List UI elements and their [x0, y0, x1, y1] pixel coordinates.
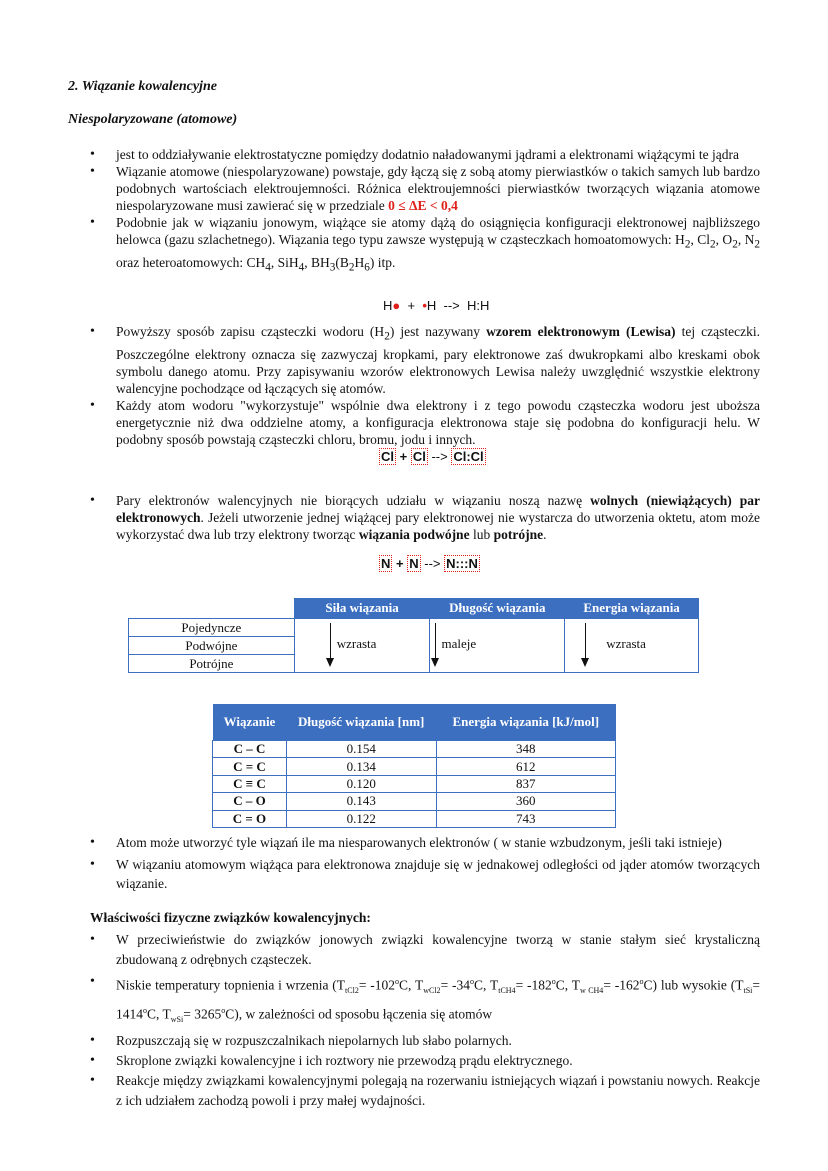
bullet-list-5 — [0, 930, 760, 1111]
subscript: 4 — [298, 261, 305, 274]
chlorine-formula: Cl + Cl --> Cl:Cl — [381, 449, 484, 464]
lone-pairs-term: wolnych (niewiążących) par elektronowych — [116, 493, 761, 525]
subscript: 2 — [732, 238, 738, 251]
table-cell — [565, 619, 699, 673]
list-item — [0, 214, 760, 276]
list-item — [0, 833, 760, 852]
bullet-text: ) jest nazywany — [389, 324, 487, 339]
trend-label: wzrasta — [336, 636, 377, 651]
nitrogen-formula: N + N --> N:::N — [381, 556, 478, 571]
bullet-text: Rozpuszczają się w rozpuszczalnikach niepolarnych lub słabo polarnych. — [116, 1033, 512, 1049]
table-header — [129, 598, 295, 619]
section-heading: 2. Wiązanie kowalencyjne — [68, 79, 217, 94]
list-item — [0, 1031, 760, 1051]
list-item — [0, 930, 760, 970]
table-row: C = C 0.134 612 — [213, 758, 616, 775]
bond-trends-table — [128, 598, 699, 673]
list-item — [0, 492, 760, 543]
list-item — [0, 146, 760, 163]
subscript: 4 — [265, 261, 271, 274]
bullet-text: Skroplone związki kowalencyjne i ich roztwory nie przewodzą prądu elektrycznego. — [116, 1053, 573, 1069]
table-row: C – C 0.154 348 — [213, 741, 616, 758]
table-row: C – O 0.143 360 — [213, 793, 616, 810]
hydrogen-formula: H● + •H --> H:H — [383, 298, 490, 313]
down-arrow-icon — [435, 623, 436, 665]
bullet-text: . — [543, 527, 547, 542]
bullet-text: Pary elektronów walencyjnych nie biorących udziału w wiązaniu noszą nazwę — [116, 493, 591, 508]
list-item: • Niskie temperatury topnienia i wrzenia ($T_{tCl2}= -102^oC$, $T_{wCl2}= -34^oC$, $T_{tCH4}= -182^oC$, $T_{w CH4}= -162^oC$) lub wysokie ($T_{tSi}= 1414^oC$, $T_{wSi}= 3265^oC$), w zależności od sposobu łączenia się atomów — [0, 972, 760, 1030]
subscript: 2 — [384, 330, 390, 343]
bullet-text: ) itp. — [369, 254, 396, 270]
table-cell: Potrójne — [129, 655, 295, 673]
bullet-list-3 — [0, 492, 760, 543]
bullet-text: W wiązaniu atomowym wiążąca para elektronowa znajduje się w jednakowej odległości od jąder atomów tworzących wiązanie. — [116, 857, 760, 891]
bullet-text: (B — [335, 254, 349, 270]
table-cell: Pojedyncze — [129, 619, 295, 637]
lewis-term: wzorem elektronowym (Lewisa) — [486, 324, 676, 339]
table-row: C = O 0.122 743 — [213, 810, 616, 827]
bullet-text: . Jeżeli utworzenie jednej wiążącej pary elektronowej nie wystarcza do utworzenia oktetu, atom może wykorzystać dwa lub trzy elektrony tworząc — [116, 510, 760, 542]
trend-label: wzrasta — [606, 636, 646, 651]
table-header: Wiązanie — [213, 704, 287, 741]
bullet-text: Powyższy sposób zapisu cząsteczki wodoru (H — [116, 324, 385, 339]
trend-label: maleje — [441, 636, 477, 651]
bullet-text: W przeciwieństwie do związków jonowych związki kowalencyjne tworzą w stanie stałym sieć krystaliczną zbudowaną z odrębnych cząsteczek. — [116, 932, 760, 967]
list-item — [0, 1071, 760, 1111]
bullet-list-2 — [0, 323, 760, 448]
table-header: Energia wiązania — [565, 598, 699, 619]
table-cell — [294, 619, 430, 673]
bullet-text: lub — [469, 527, 494, 542]
table-cell: Podwójne — [129, 637, 295, 655]
bullet-text: tej cząsteczki. Poszczególne elektrony oznacza się zazwyczaj kropkami, pary elektronowe zaś dwukropkami albo kreskami obok symbolu danego atomu. Przy zapisywaniu wzorów elektronowych Lewisa należy uwzględnić wszystkie elektrony walencyjne pochodzące od łączących się atomów. — [116, 324, 761, 396]
table-header: Energia wiązania [kJ/mol] — [436, 704, 616, 741]
bond-data-table — [212, 704, 616, 828]
subscript: 3 — [329, 261, 336, 274]
list-item — [0, 1051, 760, 1071]
bullet-text: , Cl — [690, 232, 710, 247]
bullet-text: Reakcje między związkami kowalencyjnymi polegają na rozerwaniu istniejących wiązań i powstaniu nowych. Reakcje z ich udziałem zachodzą powoli i przy małej wydajności. — [116, 1073, 760, 1109]
subscript: 2 — [684, 238, 691, 251]
subscript: 2 — [754, 238, 760, 251]
table-cell — [430, 619, 565, 673]
bullet-text: Atom może utworzyć tyle wiązań ile ma niesparowanych elektronów ( w stanie wzbudzonym, jeśli taki istnieje) — [116, 835, 722, 850]
subsection-heading: Niespolaryzowane (atomowe) — [68, 112, 238, 127]
bullet-text: , N — [737, 232, 755, 247]
bullet-text: , BH — [304, 254, 330, 270]
subscript: 6 — [364, 261, 370, 274]
list-item — [0, 163, 760, 214]
list-item — [0, 323, 760, 397]
electronegativity-range: 0 ≤ ΔE < 0,4 — [388, 198, 458, 213]
down-arrow-icon — [585, 623, 586, 665]
double-bond-term: wiązania podwójne — [358, 527, 470, 542]
bullet-text: Podobnie jak w wiązaniu jonowym, wiążące sie atomy dążą do osiągnięcia konfiguracji elektronowej najbliższego helowca (gazu szlachetnego). Wiązania tego typu zawsze występują w cząsteczkach homoatomowych: H — [116, 215, 760, 247]
list-item — [0, 855, 760, 893]
down-arrow-icon — [330, 623, 331, 665]
bullet-text: , SiH — [270, 254, 299, 270]
bullet-list-4 — [0, 833, 760, 893]
table-header: Siła wiązania — [294, 598, 430, 619]
subscript: 2 — [710, 238, 716, 251]
properties-heading: Właściwości fizyczne związków kowalencyjnych: — [90, 910, 371, 925]
bullet-list-1 — [0, 146, 760, 276]
subscript: 2 — [348, 261, 355, 274]
bullet-text: oraz heteroatomowych: CH — [116, 254, 266, 270]
list-item — [0, 397, 760, 448]
bullet-text: H — [354, 254, 365, 270]
bullet-text: , O — [715, 232, 733, 247]
table-header: Długość wiązania — [430, 598, 565, 619]
bullet-text: Wiązanie atomowe (niespolaryzowane) powstaje, gdy łączą się z sobą atomy pierwiastków o takich samych lub bardzo podobnych wartościach elektroujemności. Różnica elektroujemności pierwiastków tworzących wiązania atomowe niespolaryzowane musi zawierać się w przedziale — [116, 164, 760, 213]
bullet-text: jest to oddziaływanie elektrostatyczne pomiędzy dodatnio naładowanymi jądrami a elektronami wiążącymi te jądra — [116, 147, 740, 162]
table-row: C ≡ C 0.120 837 — [213, 775, 616, 792]
bullet-text: Każdy atom wodoru "wykorzystuje" wspólnie dwa elektrony i z tego powodu cząsteczka wodoru jest uboższa energetycznie niż dwa oddzielne atomy, a konfiguracja elektronowa staje się podobna do konfiguracji helu. W podobny sposób powstają cząsteczki chloru, bromu, jodu i innych. — [116, 397, 760, 447]
table-header: Długość wiązania [nm] — [286, 704, 436, 741]
triple-bond-term: potrójne — [493, 527, 544, 542]
